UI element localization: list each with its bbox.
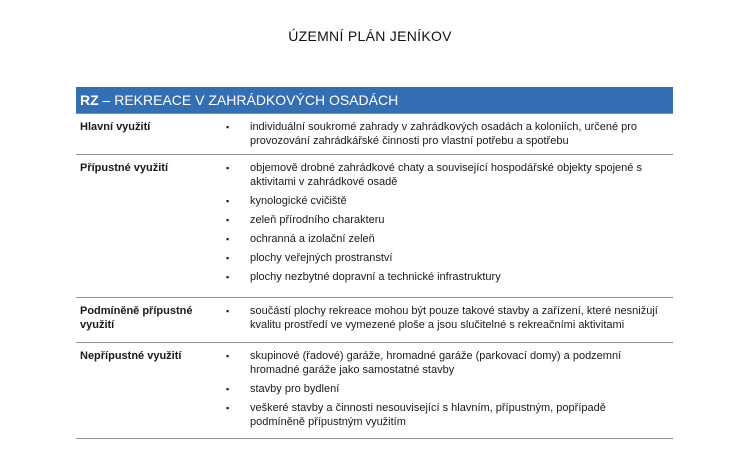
bullet-icon: ▪ bbox=[226, 215, 230, 225]
item-list bbox=[226, 161, 673, 289]
bullet-icon: ▪ bbox=[226, 163, 230, 173]
bullet-icon: ▪ bbox=[226, 272, 230, 282]
item-text: objemově drobné zahrádkové chaty a související hospodářské objekty spojené s aktivitami v zahrádkové osadě bbox=[250, 162, 642, 188]
header-code: RZ bbox=[80, 92, 99, 108]
bullet-icon: ▪ bbox=[226, 306, 230, 316]
regulation-table bbox=[76, 87, 673, 439]
list-item bbox=[226, 382, 673, 396]
row-label: Přípustné využití bbox=[80, 162, 169, 174]
bullet-icon: ▪ bbox=[226, 196, 230, 206]
list-item bbox=[226, 194, 673, 208]
table-row bbox=[76, 342, 673, 438]
row-label: Podmíněně přípustné využití bbox=[80, 305, 193, 331]
list-item bbox=[226, 349, 673, 377]
item-text: ochranná a izolační zeleň bbox=[250, 233, 375, 245]
item-text: součástí plochy rekreace mohou být pouze takové stavby a zařízení, které nesnižují kvalitu prostředí ve vymezené ploše a jsou slučitelné s rekreačními aktivitami bbox=[250, 305, 658, 331]
row-label: Hlavní využití bbox=[80, 121, 151, 133]
list-item bbox=[226, 161, 673, 189]
page-title: ÚZEMNÍ PLÁN JENÍKOV bbox=[288, 28, 452, 44]
item-text: stavby pro bydlení bbox=[250, 383, 340, 395]
list-item bbox=[226, 251, 673, 265]
item-list bbox=[226, 349, 673, 434]
bullet-icon: ▪ bbox=[226, 122, 230, 132]
item-text: zeleň přírodního charakteru bbox=[250, 214, 385, 226]
list-item bbox=[226, 213, 673, 227]
header-title: – REKREACE V ZAHRÁDKOVÝCH OSADÁCH bbox=[98, 92, 399, 108]
bullet-icon: ▪ bbox=[226, 234, 230, 244]
list-item bbox=[226, 120, 673, 148]
bullet-icon: ▪ bbox=[226, 384, 230, 394]
item-text: skupinové (řadové) garáže, hromadné garáže (parkovací domy) a podzemní hromadné garáže jako samostatné stavby bbox=[250, 350, 622, 376]
item-list bbox=[226, 120, 673, 153]
table-row bbox=[76, 154, 673, 297]
list-item bbox=[226, 304, 673, 332]
item-text: plochy nezbytné dopravní a technické infrastruktury bbox=[250, 271, 501, 283]
item-text: kynologické cvičiště bbox=[250, 195, 347, 207]
item-list bbox=[226, 304, 673, 337]
bullet-icon: ▪ bbox=[226, 351, 230, 361]
row-label: Nepřípustné využití bbox=[80, 350, 182, 362]
item-text: veškeré stavby a činnosti nesouvisející s hlavním, přípustným, popřípadě podmíněně přípustným využitím bbox=[250, 402, 606, 428]
table-row bbox=[76, 113, 673, 154]
bullet-icon: ▪ bbox=[226, 403, 230, 413]
bullet-icon: ▪ bbox=[226, 253, 230, 263]
table-row bbox=[76, 297, 673, 342]
list-item bbox=[226, 232, 673, 246]
list-item bbox=[226, 401, 673, 429]
list-item bbox=[226, 270, 673, 284]
table-header bbox=[76, 87, 673, 113]
item-text: individuální soukromé zahrady v zahrádkových osadách a koloniích, určené pro provozování zahrádkářské činnosti pro vlastní potřebu a spotřebu bbox=[250, 121, 638, 147]
item-text: plochy veřejných prostranství bbox=[250, 252, 393, 264]
